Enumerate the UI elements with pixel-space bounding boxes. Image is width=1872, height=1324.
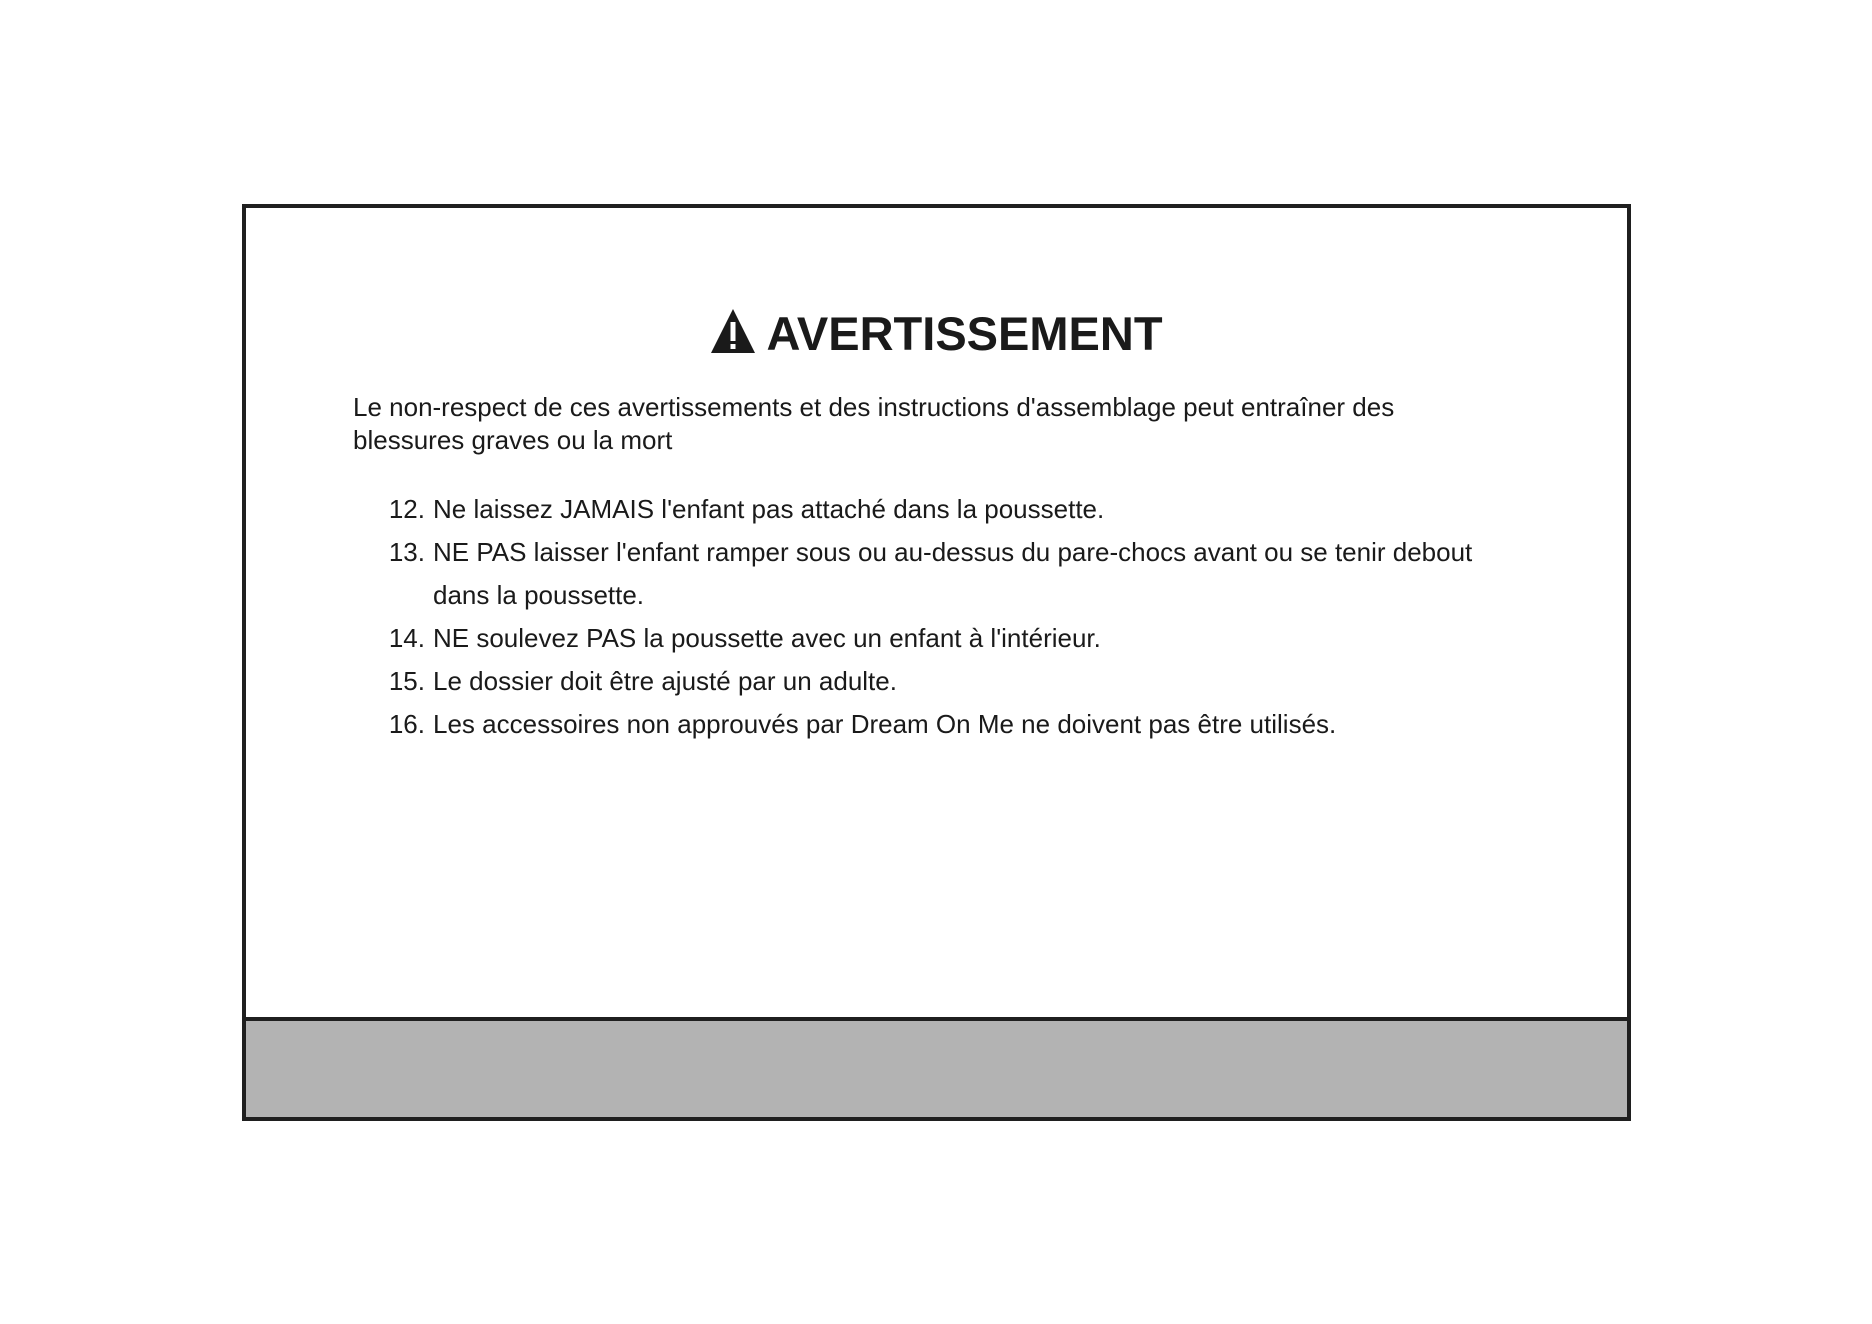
item-text: Ne laissez JAMAIS l'enfant pas attaché dans la poussette. (433, 494, 1105, 524)
item-number: 16. (388, 709, 425, 739)
list-item (246, 531, 1627, 617)
warning-footer-band (246, 1017, 1627, 1117)
item-number: 13. (388, 537, 425, 567)
warning-triangle-icon (710, 308, 756, 354)
item-number: 14. (388, 623, 425, 653)
item-text: Le dossier doit être ajusté par un adulte. (433, 666, 897, 696)
warning-heading (246, 304, 1627, 364)
item-text: NE PAS laisser l'enfant ramper sous ou au-dessus du pare-chocs avant ou se tenir debout dans la poussette. (433, 537, 1473, 610)
warning-intro: Le non-respect de ces avertissements et des instructions d'assemblage peut entraîner des blessures graves ou la mort (353, 392, 1395, 455)
warning-panel (242, 204, 1631, 1121)
list-item (246, 617, 1627, 660)
item-number: 12. (388, 494, 425, 524)
item-text: Les accessoires non approuvés par Dream On Me ne doivent pas être utilisés. (433, 709, 1337, 739)
warning-title: AVERTISSEMENT (766, 307, 1163, 360)
list-item (246, 660, 1627, 703)
item-number: 15. (388, 666, 425, 696)
warning-list (246, 488, 1627, 746)
list-item (246, 703, 1627, 746)
list-item (246, 488, 1627, 531)
item-text: NE soulevez PAS la poussette avec un enfant à l'intérieur. (433, 623, 1101, 653)
